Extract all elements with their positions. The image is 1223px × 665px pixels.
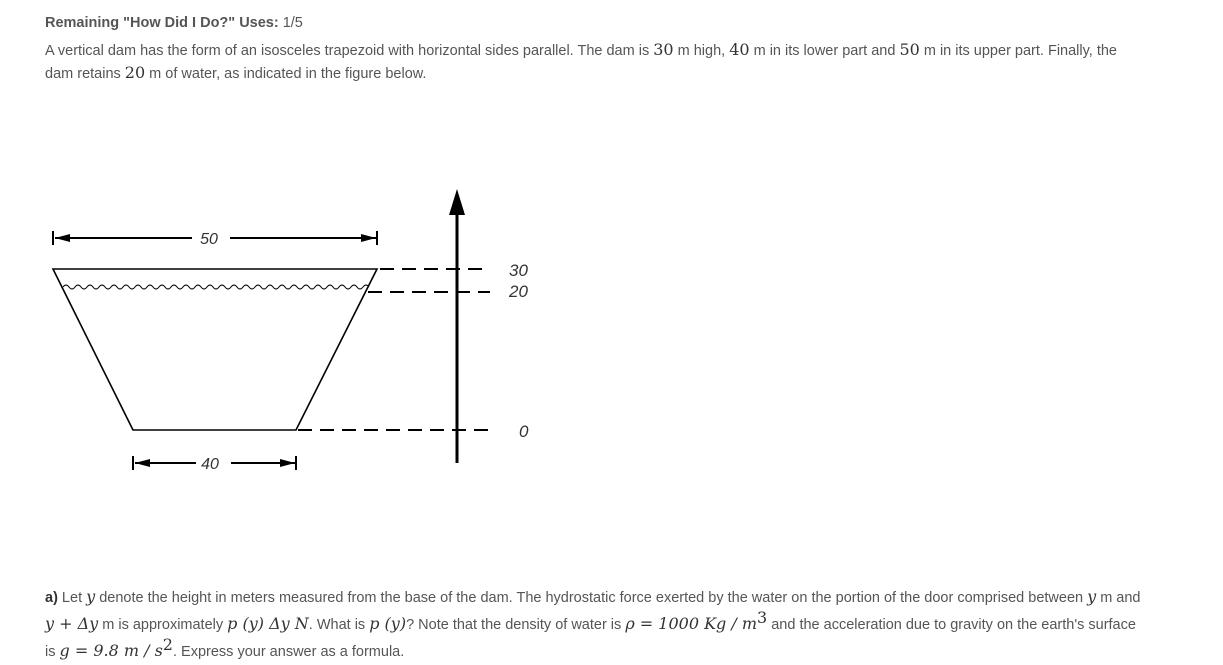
math-g: g = 9.8 m / s [59,641,163,660]
uses-counter [45,14,303,32]
math-p-y-dy: p (y) Δy N [227,614,309,633]
uses-value: 1/5 [282,15,303,31]
question-text-1: Let [57,590,87,606]
tick-label-30: 30 [509,261,528,280]
question-text-3: m and [1096,590,1141,606]
math-y-plus-dy: y + Δy [45,614,99,633]
bottom-dim-arrow-left [135,459,150,467]
uses-label: Remaining "How Did I Do?" Uses: [45,15,279,31]
question-label: a) [45,590,58,606]
question-text-4: m is approximately [98,617,228,633]
question-text-7: and the acceleration due to gravity on the earth's surface is [45,617,1136,660]
problem-statement [45,39,1145,85]
question-a [45,584,1145,665]
top-dim-arrow-right [361,234,376,242]
problem-text-3: m in its lower part and [749,43,900,59]
tick-label-20: 20 [509,282,528,301]
top-dim-arrow-left [55,234,70,242]
top-value: 50 [899,40,920,59]
water-surface [63,285,369,289]
problem-text-4: m in its upper part. Finally, the dam retains [45,43,1118,82]
dam-figure [40,175,540,475]
math-p-y: p (y) [369,614,407,633]
math-rho: ρ = 1000 Kg / m [625,614,758,633]
problem-text-2: m high, [673,43,730,59]
problem-text-1: A vertical dam has the form of an isosceles trapezoid with horizontal sides parallel. The dam is [45,43,654,59]
math-g-exp: 2 [162,635,173,655]
bottom-value: 40 [729,40,750,59]
y-axis-arrow [449,189,465,215]
math-rho-exp: 3 [757,608,768,628]
question-text-8: . Express your answer as a formula. [172,644,405,660]
water-value: 20 [124,63,146,82]
tick-label-0: 0 [519,422,529,441]
question-text-5: . What is [308,617,370,633]
bottom-width-label: 40 [201,456,219,473]
dam-trapezoid [53,269,377,430]
math-y: y [86,587,96,606]
bottom-dim-arrow-right [280,459,295,467]
problem-text-5: m of water, as indicated in the figure below. [145,66,427,82]
math-y-2: y [1087,587,1097,606]
question-text-2: denote the height in meters measured from the base of the dam. The hydrostatic force exerted by the water on the portion of the door comprised between [95,590,1088,606]
top-width-label: 50 [200,231,218,248]
height-value: 30 [653,40,674,59]
question-text-6: ? Note that the density of water is [406,617,626,633]
